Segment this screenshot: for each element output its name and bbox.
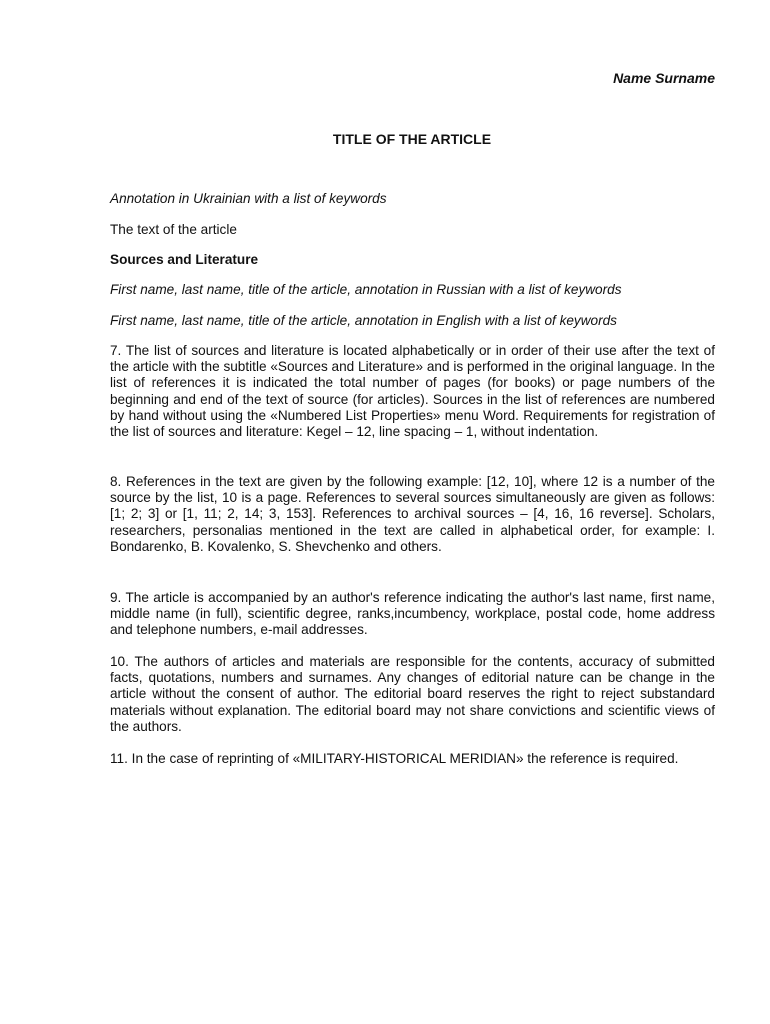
paragraph-9: 9. The article is accompanied by an author's reference indicating the author's last name, first name, middle name (in full), scientific degree, ranks,incumbency, workplace, postal code, home address and telephone numbers, e-mail addresses. — [110, 590, 715, 638]
annotation-english: First name, last name, title of the article, annotation in English with a list of keywords — [110, 313, 617, 328]
article-text-label: The text of the article — [110, 222, 237, 237]
sources-heading: Sources and Literature — [110, 252, 259, 267]
author-name: Name Surname — [613, 70, 715, 86]
annotation-ukrainian: Annotation in Ukrainian with a list of keywords — [110, 191, 387, 206]
paragraph-11: 11. In the case of reprinting of «MILITARY-HISTORICAL MERIDIAN» the reference is required. — [110, 751, 679, 766]
annotation-russian: First name, last name, title of the article, annotation in Russian with a list of keywords — [110, 282, 622, 297]
paragraph-7: 7. The list of sources and literature is located alphabetically or in order of their use after the text of the article with the subtitle «Sources and Literature» and is performed in the original language. In the list of references it is indicated the total number of pages (for books) or page numbers of the beginning and end of the text of source (for articles). Sources in the list of references are numbered by hand without using the «Numbered List Properties» menu Word. Requirements for registration of the list of sources and literature: Kegel – 12, line spacing – 1, without indentation. — [110, 343, 715, 440]
paragraph-8: 8. References in the text are given by the following example: [12, 10], where 12 is a number of the source by the list, 10 is a page. References to several sources simultaneously are given as follows: [1; 2; 3] or [1, 11; 2, 14; 3, 153]. References to archival sources – [4, 16, 16 reverse]. Scholars, researchers, personalias mentioned in the text are called in alphabetical order, for example: I. Bondarenko, B. Kovalenko, S. Shevchenko and others. — [110, 474, 715, 554]
paragraph-10: 10. The authors of articles and materials are responsible for the contents, accuracy of submitted facts, quotations, numbers and surnames. Any changes of editorial nature can be change in the article without the consent of author. The editorial board reserves the right to reject substandard materials without explanation. The editorial board may not share convictions and scientific views of the authors. — [110, 654, 715, 734]
article-title: TITLE OF THE ARTICLE — [332, 131, 492, 147]
